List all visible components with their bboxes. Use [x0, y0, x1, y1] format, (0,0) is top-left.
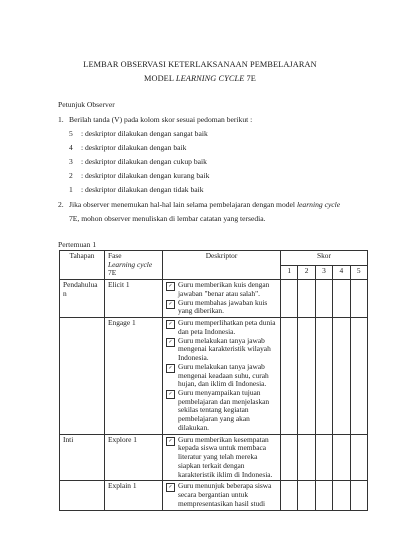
instructions-heading: Petunjuk Observer: [58, 100, 115, 109]
checkbox-icon: ✓: [166, 483, 175, 492]
skor-column-4: 4: [333, 265, 350, 280]
score-cell[interactable]: [281, 434, 298, 481]
header-tahapan: Tahapan: [60, 251, 105, 280]
deskriptor-item: ✓ Guru membahas jawaban kuis yang diberikan.: [166, 299, 277, 316]
item2-number: 2.: [58, 200, 64, 209]
score-cell[interactable]: [281, 280, 298, 318]
header-fase: Fase Learning cycle 7E: [105, 251, 163, 280]
item2-text-line2: 7E, mohon observer menuliskan di lembar catatan yang tersedia.: [69, 214, 266, 223]
fase-cell: Engage 1: [105, 318, 163, 435]
meeting-label: Pertemuan 1: [58, 240, 97, 249]
scale-score: 2: [69, 171, 73, 180]
item1-number: 1.: [58, 115, 64, 124]
score-cell[interactable]: [350, 481, 367, 510]
skor-column-2: 2: [298, 265, 315, 280]
checkbox-icon: ✓: [166, 390, 175, 399]
tahapan-cell: [60, 481, 105, 510]
tahapan-cell: Inti: [60, 434, 105, 481]
score-cell[interactable]: [281, 318, 298, 435]
scale-score: 3: [69, 157, 73, 166]
score-cell[interactable]: [298, 481, 315, 510]
fase-cell: Elicit 1: [105, 280, 163, 318]
fase-cell: Explain 1: [105, 481, 163, 510]
score-cell[interactable]: [315, 318, 332, 435]
deskriptor-item: ✓ Guru memperlihatkan peta dunia dan peta Indonesia.: [166, 319, 277, 336]
deskriptor-cell: [163, 318, 281, 435]
deskriptor-item: ✓ Guru melakukan tanya jawab mengenai keadaan suhu, curah hujan, dan iklim di Indonesia.: [166, 363, 277, 389]
score-cell[interactable]: [350, 280, 367, 318]
scale-description: : deskriptor dilakukan dengan tidak baik: [81, 185, 204, 194]
deskriptor-item: ✓ Guru menyampaikan tujuan pembelajaran dan menjelaskan sekilas tentang kegiatan pembelajaran yang akan dilakukan.: [166, 389, 277, 433]
score-cell[interactable]: [315, 481, 332, 510]
checkbox-icon: ✓: [166, 437, 175, 446]
score-cell[interactable]: [298, 280, 315, 318]
skor-column-1: 1: [281, 265, 298, 280]
skor-column-5: 5: [350, 265, 367, 280]
score-cell[interactable]: [281, 481, 298, 510]
checkbox-icon: ✓: [166, 338, 175, 347]
header-skor: Skor: [281, 251, 368, 266]
score-cell[interactable]: [333, 280, 350, 318]
document-subtitle: MODEL LEARNING CYCLE 7E: [144, 74, 256, 83]
deskriptor-item: ✓ Guru memberikan kesempatan kepada siswa untuk membaca literatur yang telah mereka siapkan terkait dengan karakteristik iklim di Indonesia.: [166, 436, 277, 480]
score-cell[interactable]: [315, 434, 332, 481]
deskriptor-cell: [163, 481, 281, 510]
scale-description: : deskriptor dilakukan dengan sangat baik: [81, 129, 208, 138]
table-row: [60, 481, 368, 510]
table-row: [60, 280, 368, 318]
score-cell[interactable]: [298, 434, 315, 481]
score-cell[interactable]: [298, 318, 315, 435]
score-cell[interactable]: [333, 434, 350, 481]
deskriptor-item: ✓ Guru memberikan kuis dengan jawaban "benar atau salah".: [166, 281, 277, 298]
deskriptor-cell: [163, 434, 281, 481]
checkbox-icon: ✓: [166, 282, 175, 291]
deskriptor-item: ✓ Guru menunjuk beberapa siswa secara bergantian untuk mempresentasikan hasil studi: [166, 482, 277, 508]
deskriptor-cell: [163, 280, 281, 318]
item2-text-line1: Jika observer menemukan hal-hal lain selama pembelajaran dengan model learning cycle: [69, 200, 341, 209]
scale-score: 5: [69, 129, 73, 138]
header-deskriptor: Deskriptor: [163, 251, 281, 280]
scale-description: : deskriptor dilakukan dengan kurang baik: [81, 171, 210, 180]
score-cell[interactable]: [350, 434, 367, 481]
table-row: [60, 318, 368, 435]
scale-description: : deskriptor dilakukan dengan cukup baik: [81, 157, 207, 166]
table-row: [60, 434, 368, 481]
tahapan-cell: Pendahuluan: [60, 280, 105, 318]
checkbox-icon: ✓: [166, 320, 175, 329]
fase-cell: Explore 1: [105, 434, 163, 481]
score-cell[interactable]: [350, 318, 367, 435]
score-cell[interactable]: [315, 280, 332, 318]
observation-table: [59, 250, 368, 511]
scale-score: 4: [69, 143, 73, 152]
deskriptor-item: ✓ Guru melakukan tanya jawab mengenai karakteristik wilayah Indonesia.: [166, 337, 277, 363]
tahapan-cell: [60, 318, 105, 435]
score-cell[interactable]: [333, 318, 350, 435]
checkbox-icon: ✓: [166, 300, 175, 309]
document-title: LEMBAR OBSERVASI KETERLAKSANAAN PEMBELAJARAN: [83, 60, 317, 69]
skor-column-3: 3: [315, 265, 332, 280]
scale-description: : deskriptor dilakukan dengan baik: [81, 143, 187, 152]
item1-text: Berilah tanda (V) pada kolom skor sesuai pedoman berikut :: [69, 115, 253, 124]
scale-score: 1: [69, 185, 73, 194]
score-cell[interactable]: [333, 481, 350, 510]
checkbox-icon: ✓: [166, 364, 175, 373]
